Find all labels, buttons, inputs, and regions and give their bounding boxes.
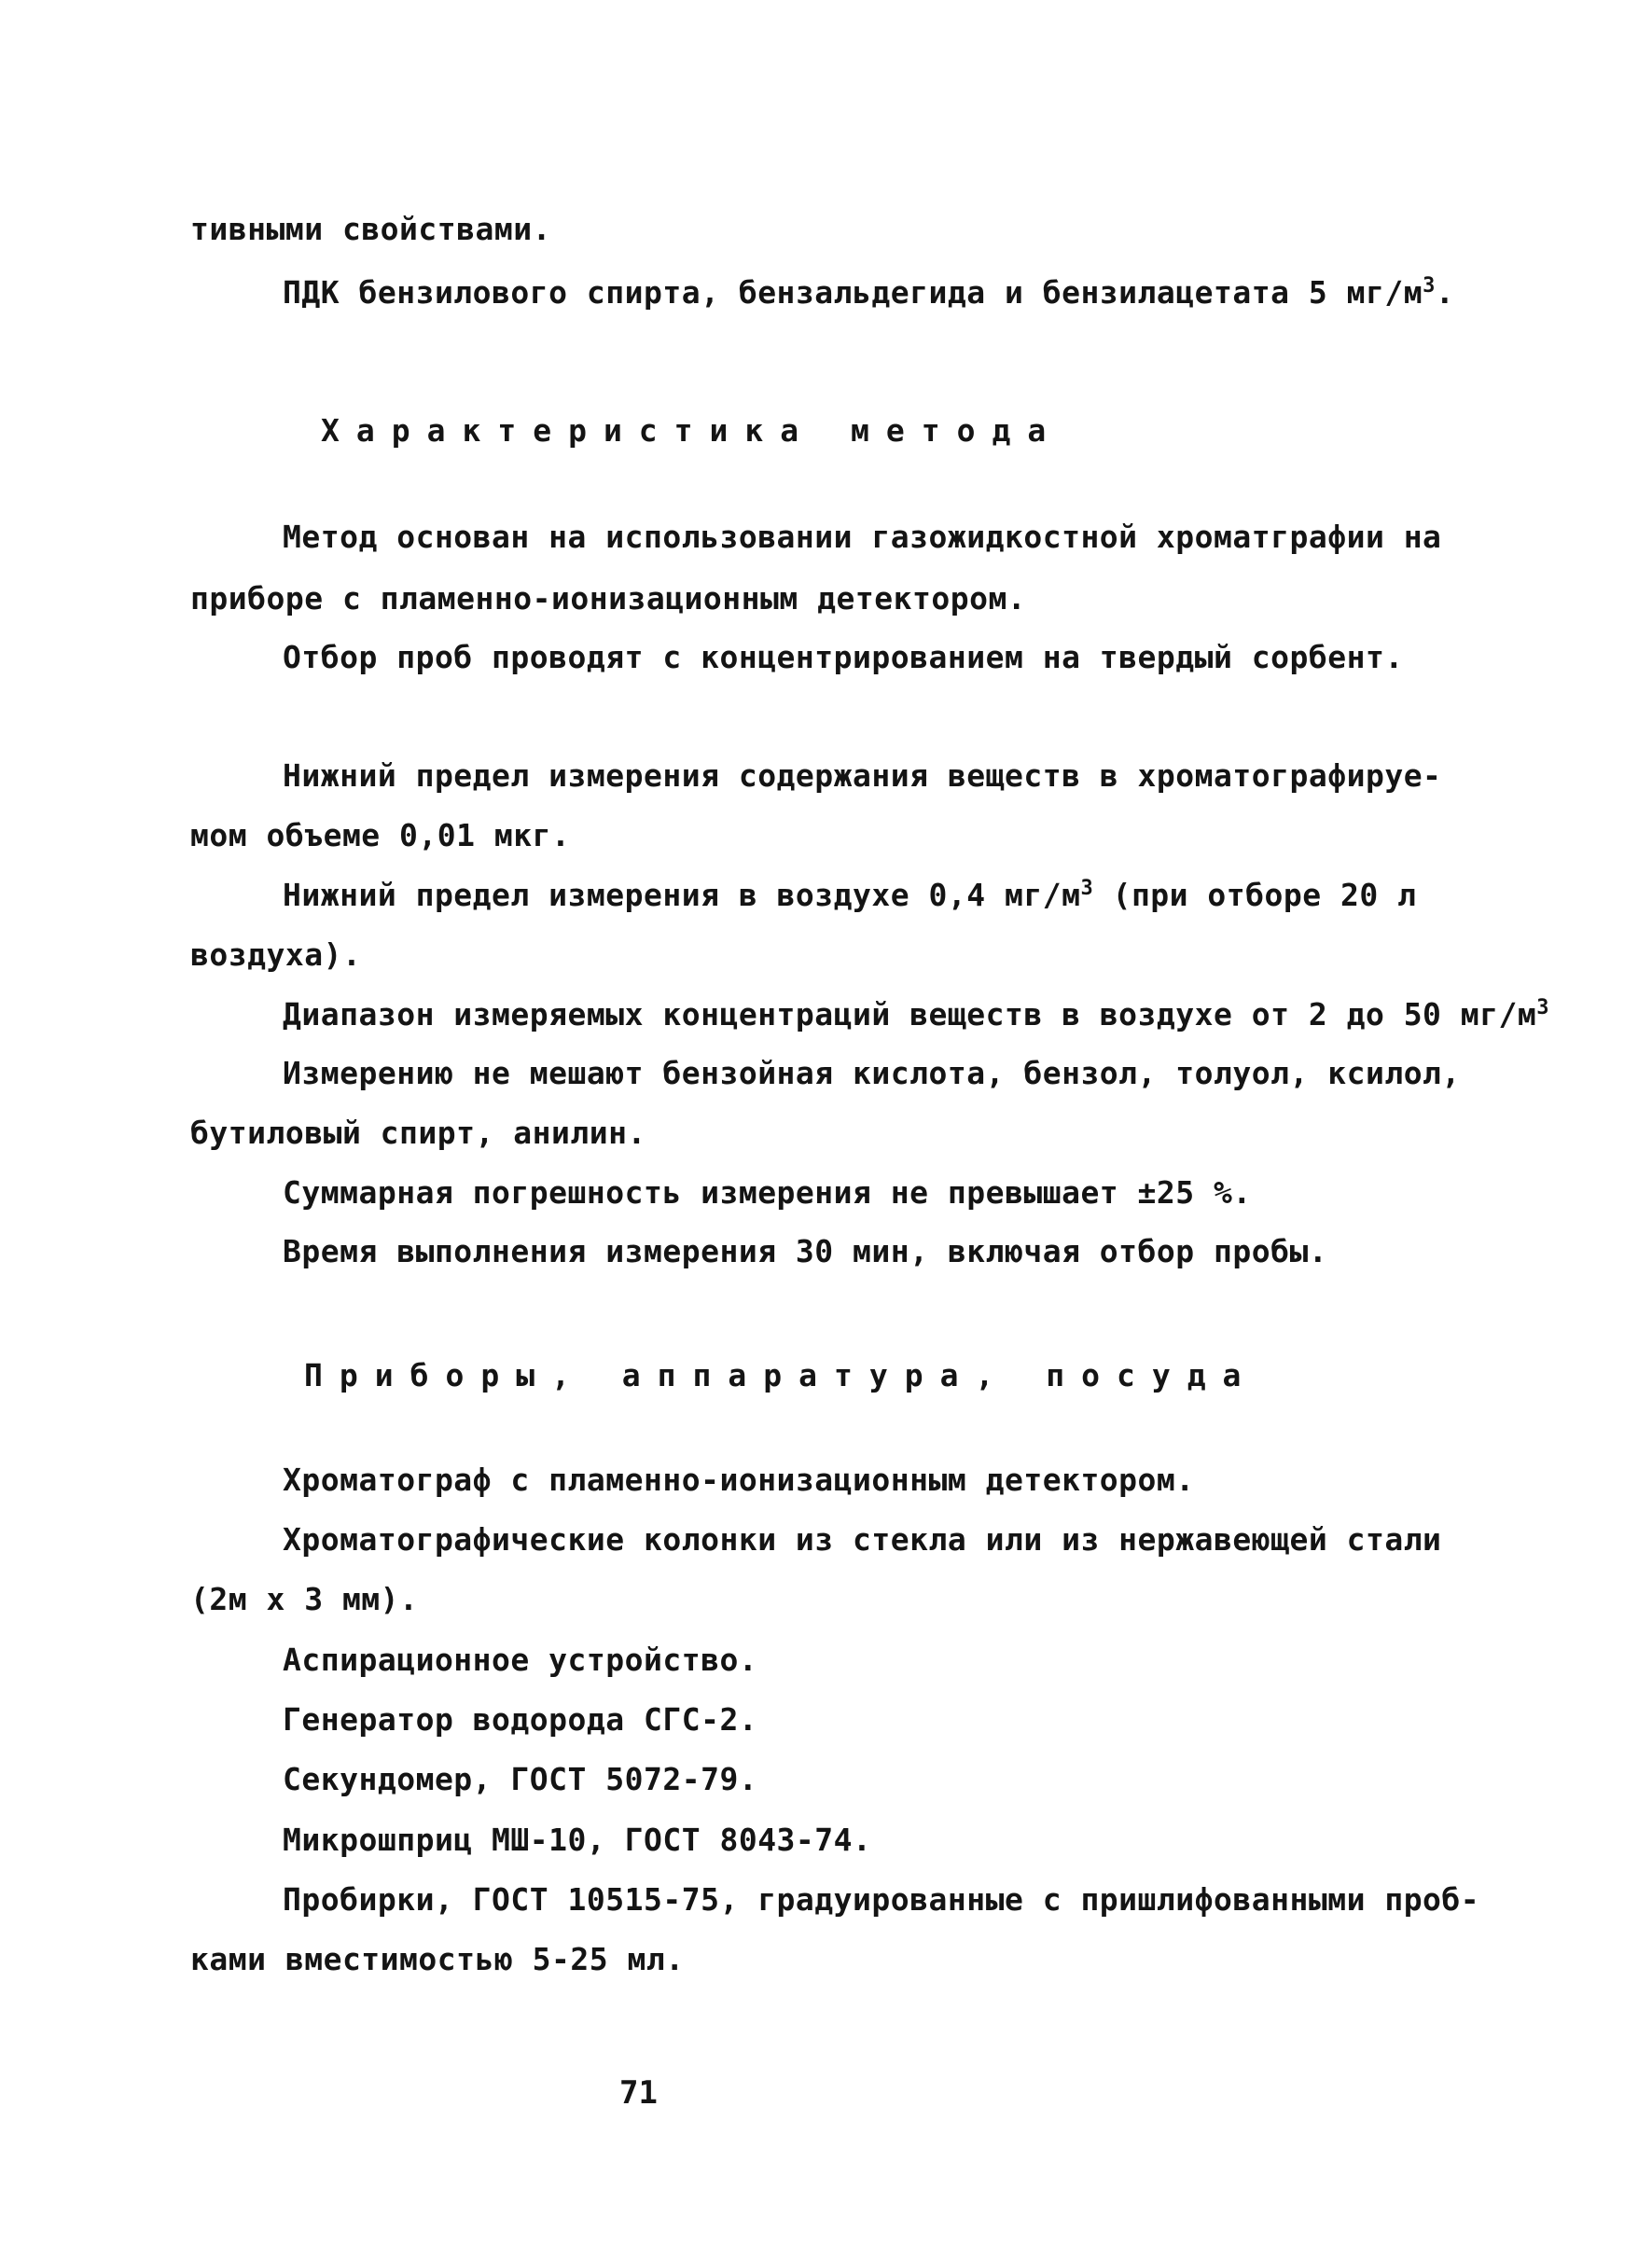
method-line-1 <box>283 519 1441 556</box>
lower-limit-line-2 <box>190 817 570 854</box>
pdk-superscript: 3 <box>1423 274 1436 298</box>
air-limit-text-2: воздуха). <box>190 936 362 973</box>
sampling-text: Отбор проб проводят с концентрированием на твердый сорбент. <box>283 639 1404 675</box>
air-limit-tail: (при отборе 20 л <box>1093 877 1417 913</box>
equipment-item-1 <box>283 1462 1195 1499</box>
interference-line-2 <box>190 1115 646 1152</box>
air-limit-line-2 <box>190 936 361 974</box>
lower-limit-text-2: мом объеме 0,01 мкг. <box>190 817 571 853</box>
section-heading-equipment <box>304 1357 1257 1394</box>
intro-line-1 <box>190 211 551 248</box>
air-limit-superscript: 3 <box>1080 877 1094 900</box>
pdk-tail: . <box>1435 274 1455 311</box>
equipment-text-4: Генератор водорода СГС-2. <box>283 1701 758 1738</box>
equipment-item-7-line-2 <box>190 1941 685 1978</box>
equipment-item-2-line-1 <box>283 1521 1441 1559</box>
pdk-text: ПДК бензилового спирта, бензальдегида и бензилацетата 5 мг/м <box>283 274 1423 311</box>
heading-text-method: Характеристика метода <box>321 412 1063 449</box>
equipment-text-2a: Хроматографические колонки из стекла или из нержавеющей стали <box>283 1521 1442 1558</box>
range-superscript: 3 <box>1536 996 1550 1019</box>
lower-limit-text-1: Нижний предел измерения содержания веществ в хроматографируе- <box>283 757 1442 794</box>
equipment-item-4 <box>283 1701 757 1739</box>
equipment-text-7b: ками вместимостью 5-25 мл. <box>190 1941 685 1977</box>
equipment-text-3: Аспирационное устройство. <box>283 1642 758 1678</box>
equipment-item-7-line-1 <box>283 1881 1479 1919</box>
section-heading-method <box>321 412 1062 450</box>
time-text: Время выполнения измерения 30 мин, включая отбор пробы. <box>283 1233 1328 1269</box>
method-line-2 <box>190 580 1026 617</box>
equipment-text-1: Хроматограф с пламенно-ионизационным детектором. <box>283 1462 1195 1498</box>
equipment-text-6: Микрошприц МШ-10, ГОСТ 8043-74. <box>283 1822 872 1858</box>
range-line <box>283 996 1549 1033</box>
intro-line-2 <box>283 274 1454 312</box>
error-text: Суммарная погрешность измерения не превышает ±25 %. <box>283 1174 1252 1211</box>
air-limit-text: Нижний предел измерения в воздухе 0,4 мг/м <box>283 877 1081 913</box>
time-line <box>283 1233 1327 1270</box>
equipment-item-3 <box>283 1642 757 1679</box>
lower-limit-line-1 <box>283 757 1441 795</box>
equipment-text-2b: (2м х 3 мм). <box>190 1581 419 1617</box>
equipment-item-6 <box>283 1822 871 1859</box>
equipment-item-2-line-2 <box>190 1581 418 1618</box>
interference-text-2: бутиловый спирт, анилин. <box>190 1115 646 1151</box>
equipment-text-7a: Пробирки, ГОСТ 10515-75, градуированные с пришлифованными проб- <box>283 1881 1480 1918</box>
interference-line-1 <box>283 1055 1461 1092</box>
interference-text-1: Измерению не мешают бензойная кислота, бензол, толуол, ксилол, <box>283 1055 1461 1091</box>
air-limit-line-1 <box>283 877 1416 914</box>
method-text-2: приборе с пламенно-ионизационным детектором. <box>190 580 1027 617</box>
page-number <box>619 2074 658 2112</box>
heading-text-equipment: Приборы, аппаратура, посуда <box>304 1357 1258 1393</box>
equipment-item-5 <box>283 1761 757 1798</box>
page-number-text: 71 <box>619 2074 658 2112</box>
error-line <box>283 1174 1252 1212</box>
equipment-text-5: Секундомер, ГОСТ 5072-79. <box>283 1761 758 1797</box>
range-text: Диапазон измеряемых концентраций веществ в воздухе от 2 до 50 мг/м <box>283 996 1537 1032</box>
sampling-line <box>283 639 1404 676</box>
method-text-1: Метод основан на использовании газожидкостной хроматграфии на <box>283 519 1442 555</box>
intro-text-1: тивными свойствами. <box>190 211 551 247</box>
